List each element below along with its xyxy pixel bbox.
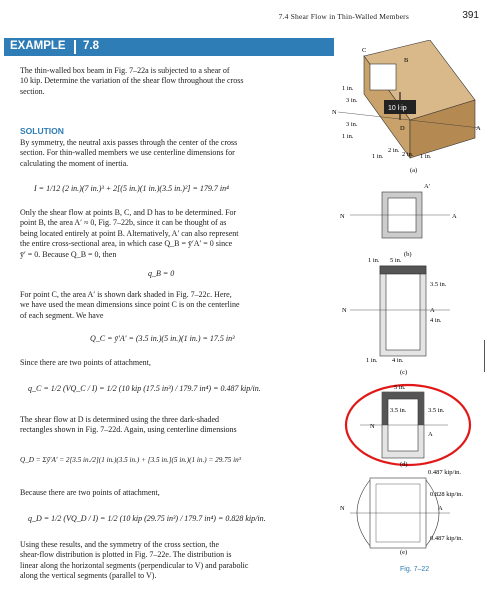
figure-a-box-beam	[332, 40, 481, 174]
equation-qB: q_B = 0	[148, 269, 175, 278]
section-title: 7.4 Shear Flow in Thin-Walled Members	[278, 12, 409, 21]
dim-label: 3.5 in.	[430, 281, 447, 288]
dim-label: 2 in.	[388, 147, 400, 154]
text-line: The thin-walled box beam in Fig. 7–22a is subjected to a shear of	[20, 66, 230, 75]
solution-paragraph-7	[20, 540, 320, 582]
text-line: For point C, the area A′ is shown dark shaded in Fig. 7–22c. Here,	[20, 290, 232, 299]
text-line: The shear flow at D is determined using the three dark-shaded	[20, 415, 220, 424]
neutral-axis-A: A	[438, 505, 443, 512]
dim-label: 1 in.	[366, 357, 378, 364]
caption-a: (a)	[410, 167, 418, 174]
solution-paragraph-3	[20, 290, 320, 321]
caption-b: (b)	[404, 251, 412, 258]
page-number: 391	[462, 10, 479, 21]
caption-d: (d)	[400, 461, 408, 468]
dim-label: 2 in.	[402, 151, 414, 158]
text-line: linear along the horizontal segments (perpendicular to V) and parabolic	[20, 560, 249, 570]
text-line: By symmetry, the neutral axis passes through the center of the cross	[20, 138, 238, 147]
figure-7-22	[330, 40, 489, 580]
point-label: N	[332, 109, 337, 116]
neutral-axis-N: N	[370, 423, 375, 430]
shear-flow-label: 0.487 kip/in.	[430, 535, 464, 542]
scrollbar-thumb[interactable]	[484, 340, 485, 372]
example-banner	[4, 38, 334, 56]
figure-label: Fig. 7–22	[400, 566, 430, 573]
example-label: EXAMPLE	[10, 40, 66, 52]
equation-moment-of-inertia: I = 1/12 (2 in.)(7 in.)³ + 2[(5 in.)(1 in.)(3.5 in.)²] = 179.7 in⁴	[34, 184, 229, 193]
text-line: Only the shear flow at points B, C, and D has to be determined. For	[20, 208, 237, 217]
point-label: B	[404, 57, 409, 64]
dim-label: 3.5 in.	[390, 407, 407, 414]
text-line: ȳ′ = 0. Because Q_B = 0, then	[20, 249, 117, 259]
dim-label: 3.5 in.	[428, 407, 445, 414]
load-label: 10 kip	[388, 105, 407, 112]
point-label: D	[400, 125, 405, 132]
text-line: being located entirely at point B. Alternatively, A′ can also represent	[20, 228, 239, 238]
equation-qC: q_C = 1/2 (VQ_C / I) = 1/2 (10 kip (17.5 in³) / 179.7 in⁴) = 0.487 kip/in.	[28, 384, 261, 393]
caption-c: (c)	[400, 369, 408, 376]
dim-label: 1 in.	[368, 257, 380, 264]
text-line: 10 kip. Determine the variation of the shear flow throughout the cross	[20, 76, 244, 86]
text-line: we have used the mean dimensions since point C is on the centerline	[20, 300, 240, 310]
equation-QC: Q_C = ȳ′A′ = (3.5 in.)(5 in.)(1 in.) = 17.5 in³	[90, 334, 235, 343]
figure-e-shear-flow	[340, 469, 463, 556]
figure-c-cross-section	[342, 257, 450, 376]
text-line: the entire cross-sectional area, in which case Q_B = ȳ′A′ = 0 since	[20, 239, 233, 249]
text-line: of each segment. We have	[20, 310, 104, 320]
text-line: Since there are two points of attachment,	[20, 358, 151, 367]
neutral-axis-A: A	[428, 431, 433, 438]
figure-d-cross-section	[346, 384, 470, 468]
dim-label: 3 in.	[346, 97, 358, 104]
text-line: Because there are two points of attachment,	[20, 488, 160, 497]
text-line: rectangles shown in Fig. 7–22d. Again, using centerline dimensions	[20, 425, 237, 435]
equation-qD: q_D = 1/2 (VQ_D / I) = 1/2 (10 kip (29.75 in³) / 179.7 in⁴) = 0.828 kip/in.	[28, 514, 266, 523]
example-number: 7.8	[83, 40, 99, 52]
label-A-prime: A′	[424, 183, 431, 190]
point-label: A	[476, 125, 481, 132]
equation-QD: Q_D = Σȳ′A′ = 2[3.5 in./2](1 in.)(3.5 in.) + [3.5 in.](5 in.)(1 in.) = 29.75 in³	[20, 456, 241, 464]
shear-flow-label: 0.828 kip/in.	[430, 491, 464, 498]
dim-label: 1 in.	[342, 85, 354, 92]
solution-paragraph-4	[20, 358, 320, 368]
dim-label: 1 in.	[420, 153, 432, 160]
solution-paragraph-1	[20, 138, 320, 169]
dim-label: 1 in.	[342, 133, 354, 140]
text-line: Using these results, and the symmetry of the cross section, the	[20, 540, 220, 549]
page-header	[0, 8, 489, 24]
dim-label: 4 in.	[430, 317, 442, 324]
caption-e: (e)	[400, 549, 408, 556]
problem-statement	[20, 66, 320, 97]
text-line: section.	[20, 86, 45, 96]
text-line: section. For thin-walled members we use centerline dimensions for	[20, 148, 235, 158]
shear-flow-label: 0.487 kip/in.	[428, 469, 462, 476]
text-line: along the vertical segments (parallel to V).	[20, 571, 157, 581]
example-divider	[74, 40, 76, 54]
solution-paragraph-6	[20, 488, 320, 498]
neutral-axis-A: A	[430, 307, 435, 314]
text-line: calculating the moment of inertia.	[20, 158, 129, 168]
dim-label: 5 in.	[394, 384, 406, 391]
solution-paragraph-2	[20, 208, 320, 260]
dim-label: 5 in.	[390, 257, 402, 264]
text-line: point B, the area A′ ≈ 0, Fig. 7–22b, since it can be thought of as	[20, 218, 227, 228]
dim-label: 3 in.	[346, 121, 358, 128]
neutral-axis-N: N	[342, 307, 347, 314]
neutral-axis-N: N	[340, 213, 345, 220]
dim-label: 1 in.	[372, 153, 384, 160]
solution-paragraph-5	[20, 415, 320, 436]
text-line: shear-flow distribution is plotted in Fig. 7–22e. The distribution is	[20, 550, 232, 560]
point-label: C	[362, 47, 367, 54]
neutral-axis-A: A	[452, 213, 457, 220]
dim-label: 4 in.	[392, 357, 404, 364]
solution-heading: SOLUTION	[20, 126, 64, 136]
neutral-axis-N: N	[340, 505, 345, 512]
figure-b-cross-section	[340, 183, 457, 258]
